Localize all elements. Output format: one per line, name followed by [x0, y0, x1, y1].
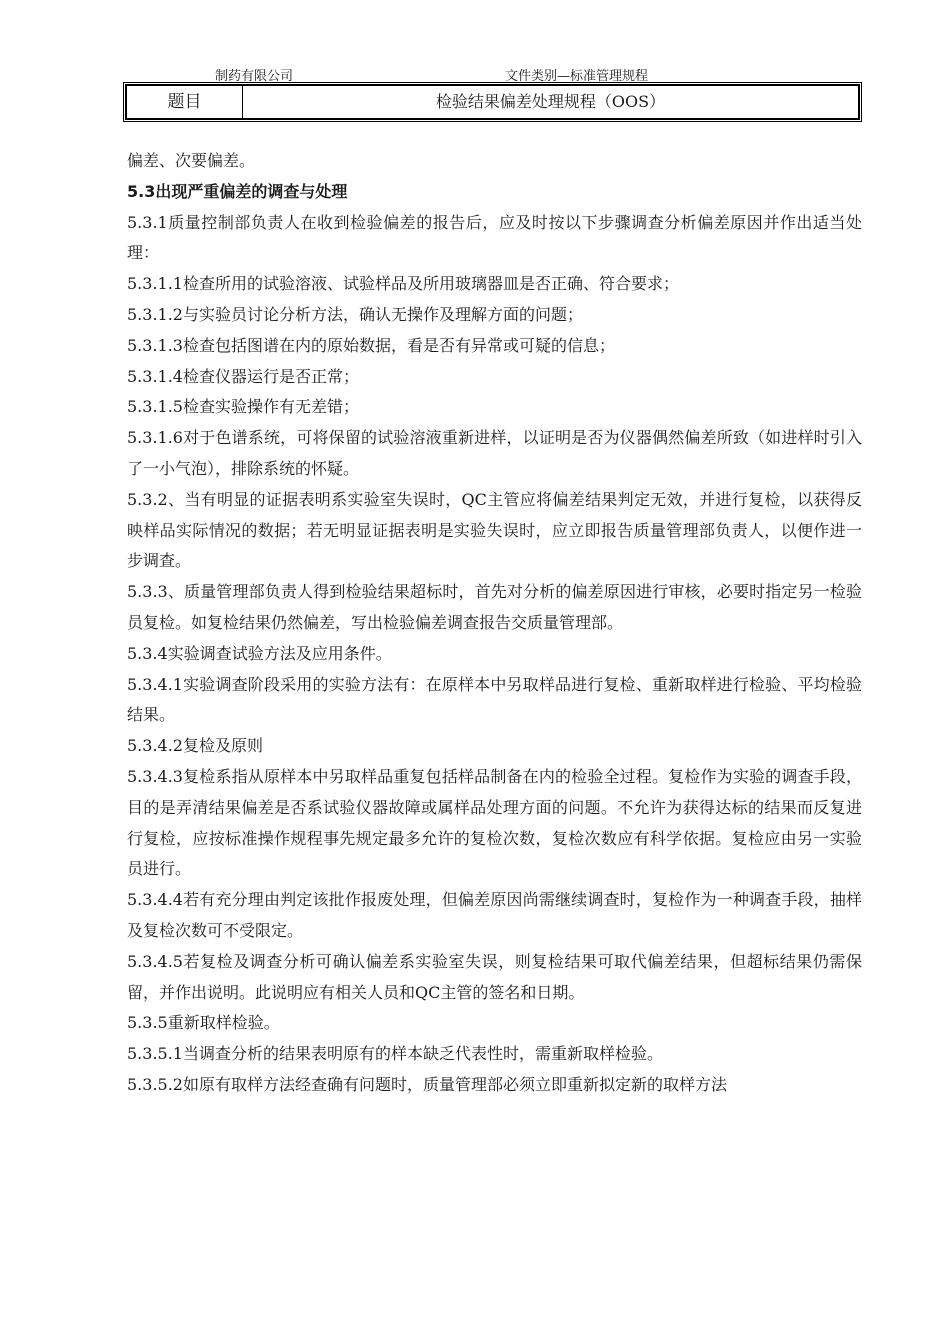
document-body — [127, 146, 862, 1101]
body-paragraph: 偏差、次要偏差。 — [127, 151, 256, 170]
body-paragraph: 5.3.1.4检查仪器运行是否正常； — [127, 366, 359, 386]
title-label: 题目 — [127, 86, 243, 118]
body-paragraph: 5.3.1.1检查所用的试验溶液、试验样品及所用玻璃器皿是否正确、符合要求； — [127, 274, 679, 294]
body-paragraph: 5.3.1质量控制部负责人在收到检验偏差的报告后，应及时按以下步骤调查分析偏差原因并作出适当处理： — [127, 212, 862, 263]
body-paragraph: 5.3.5.2如原有取样方法经查确有问题时，质量管理部必须立即重新拟定新的取样方法 — [127, 1074, 727, 1094]
body-paragraph: 5.3.5.1当调查分析的结果表明原有的样本缺乏代表性时，需重新取样检验。 — [127, 1044, 663, 1064]
body-paragraph: 5.3.4.2复检及原则 — [127, 736, 263, 756]
body-paragraph: 5.3.4.1实验调查阶段采用的实验方法有：在原样本中另取样品进行复检、重新取样进行检验、平均检验结果。 — [127, 674, 862, 725]
page-header — [125, 64, 860, 85]
document-type: 文件类别—标准管理规程 — [505, 69, 649, 84]
body-paragraph: 5.3.4实验调查试验方法及应用条件。 — [127, 643, 392, 663]
section-heading: 5.3出现严重偏差的调查与处理 — [127, 181, 348, 201]
body-paragraph: 5.3.1.5检查实验操作有无差错； — [127, 397, 359, 417]
body-paragraph: 5.3.2、当有明显的证据表明系实验室失误时，QC主管应将偏差结果判定无效，并进行复检，以获得反映样品实际情况的数据；若无明显证据表明是实验失误时，应立即报告质量管理部负责人，以便作进一步调查。 — [127, 489, 862, 571]
title-table — [125, 84, 860, 120]
body-paragraph: 5.3.4.5若复检及调查分析可确认偏差系实验室失误，则复检结果可取代偏差结果，但超标结果仍需保留，并作出说明。此说明应有相关人员和QC主管的签名和日期。 — [127, 951, 862, 1002]
company-name: 制药有限公司 — [215, 69, 294, 84]
body-paragraph: 5.3.4.4若有充分理由判定该批作报废处理，但偏差原因尚需继续调查时，复检作为一种调查手段，抽样及复检次数可不受限定。 — [127, 890, 862, 940]
body-paragraph: 5.3.1.6对于色谱系统，可将保留的试验溶液重新进样，以证明是否为仪器偶然偏差所致（如进样时引入了一小气泡），排除系统的怀疑。 — [127, 428, 862, 478]
document-title: 检验结果偏差处理规程（OOS） — [435, 92, 666, 111]
body-paragraph: 5.3.3、质量管理部负责人得到检验结果超标时，首先对分析的偏差原因进行审核，必要时指定另一检验员复检。如复检结果仍然偏差，写出检验偏差调查报告交质量管理部。 — [127, 582, 862, 632]
body-paragraph: 5.3.5重新取样检验。 — [127, 1013, 280, 1033]
body-paragraph: 5.3.1.2与实验员讨论分析方法，确认无操作及理解方面的问题； — [127, 304, 583, 324]
body-paragraph: 5.3.4.3复检系指从原样本中另取样品重复包括样品制备在内的检验全过程。复检作为实验的调查手段，目的是弄清结果偏差是否系试验仪器故障或属样品处理方面的问题。不允许为获得达标的结果而反复进行复检，应按标准操作规程事先规定最多允许的复检次数，复检次数应有科学依据。复检应由另一实验员进行。 — [127, 766, 862, 879]
body-paragraph: 5.3.1.3检查包括图谱在内的原始数据，看是否有异常或可疑的信息； — [127, 335, 615, 355]
